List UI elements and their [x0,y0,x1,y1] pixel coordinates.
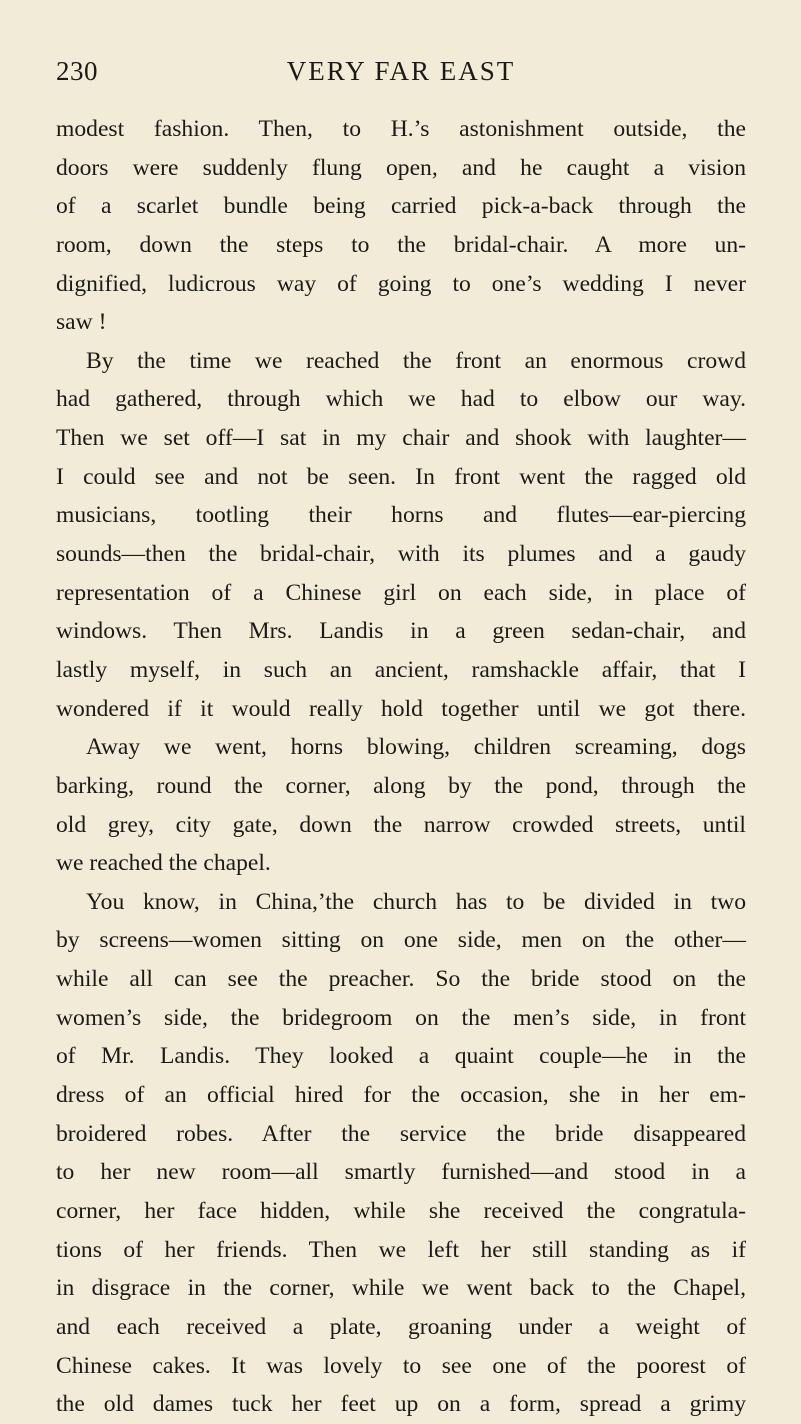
text-line: dress of an official hired for the occasion, she in her em- [56,1082,746,1109]
text-line: By the time we reached the front an enormous crowd [86,347,746,374]
text-line: You know, in China,’the church has to be divided in two [86,888,746,915]
text-line: dignified, ludicrous way of going to one’s wedding I never [56,270,746,297]
text-line: sounds—then the bridal-chair, with its plumes and a gaudy [56,541,746,568]
text-line: musicians, tootling their horns and flutes—ear-piercing [56,502,746,529]
text-line: the old dames tuck her feet up on a form, spread a grimy [56,1391,746,1418]
text-line: broidered robes. After the service the bride disappeared [56,1120,746,1147]
text-line: windows. Then Mrs. Landis in a green sedan-chair, and [56,618,746,645]
text-line: we reached the chapel. [56,850,271,877]
page-number: 230 [56,56,98,86]
text-line: to her new room—all smartly furnished—and stood in a [56,1159,746,1186]
text-line: Chinese cakes. It was lovely to see one of the poorest of [56,1352,746,1379]
text-line: wondered if it would really hold together until we got there. [56,695,746,722]
text-line: saw ! [56,309,107,336]
text-line: representation of a Chinese girl on each side, in place of [56,579,746,606]
text-line: barking, round the corner, along by the pond, through the [56,772,746,799]
text-line: had gathered, through which we had to elbow our way. [56,386,746,413]
body-text [56,110,746,1424]
page-header [56,56,746,96]
text-line: Then we set off—I sat in my chair and shook with laughter— [56,425,746,452]
text-line: by screens—women sitting on one side, men on the other— [56,927,746,954]
text-line: of Mr. Landis. They looked a quaint couple—he in the [56,1043,746,1070]
text-line: room, down the steps to the bridal-chair. A more un- [56,231,746,258]
text-line: doors were suddenly flung open, and he caught a vision [56,154,746,181]
text-line: lastly myself, in such an ancient, ramshackle affair, that I [56,656,746,683]
text-line: women’s side, the bridegroom on the men’s side, in front [56,1004,746,1031]
text-line: I could see and not be seen. In front went the ragged old [56,463,746,490]
text-line: and each received a plate, groaning under a weight of [56,1313,746,1340]
text-line: Away we went, horns blowing, children screaming, dogs [86,734,746,761]
text-line: in disgrace in the corner, while we went back to the Chapel, [56,1275,746,1302]
running-head: VERY FAR EAST [286,56,516,86]
text-line: modest fashion. Then, to H.’s astonishment outside, the [56,116,746,142]
text-line: of a scarlet bundle being carried pick-a-back through the [56,193,746,220]
text-line: tions of her friends. Then we left her still standing as if [56,1236,746,1263]
text-line: while all can see the preacher. So the bride stood on the [56,966,746,993]
text-line: corner, her face hidden, while she received the congratula- [56,1197,746,1224]
text-line: old grey, city gate, down the narrow crowded streets, until [56,811,746,838]
